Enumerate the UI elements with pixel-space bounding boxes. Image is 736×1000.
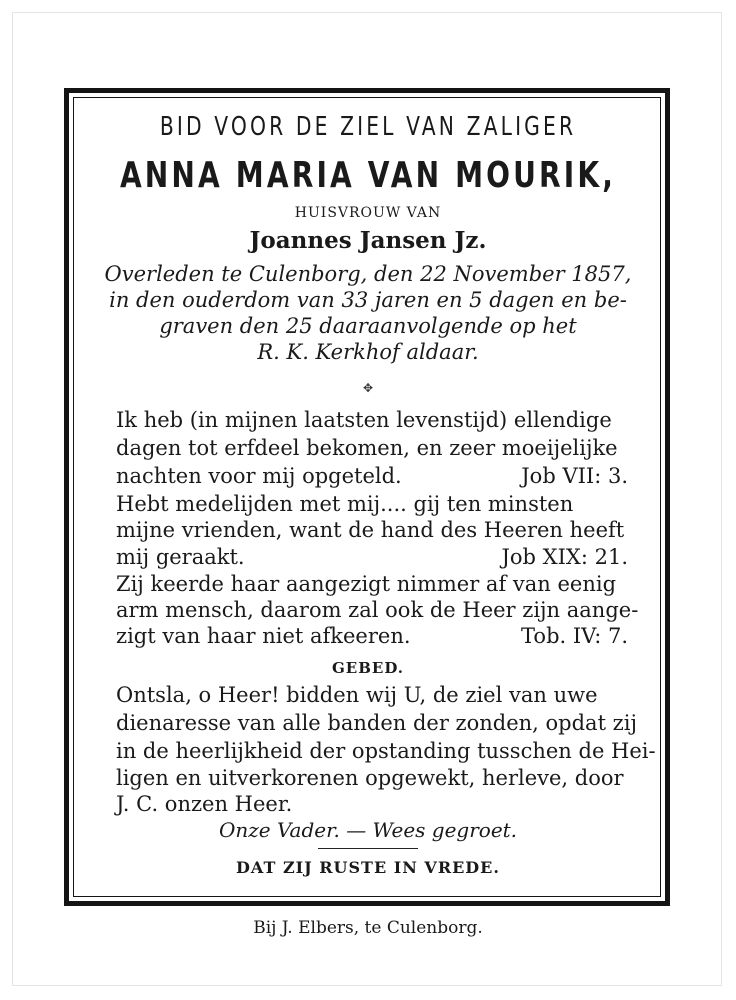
rest-in-peace: DAT ZIJ RUSTE IN VREDE. [236,858,500,877]
prayer-line: J. C. onzen Heer. [116,792,293,816]
verse-text: arm mensch, daarom zal ook de Heer zijn aange- [116,598,639,622]
prayer-heading: GEBED. [331,659,405,677]
death-details-line: graven den 25 daaraanvolgende op het [159,314,577,338]
verse-line [116,492,628,516]
verse-text: Ik heb (in mijnen laatsten levenstijd) ellendige [116,408,612,432]
prayer-line: ligen en uitverkorenen opgewekt, herleve, door [116,766,624,790]
verse-text: mij geraakt. [116,545,245,569]
header-prayer-line: BID VOOR DE ZIEL VAN ZALIGER [159,112,577,142]
verse-line [116,545,628,569]
deceased-name: ANNA MARIA VAN MOURIK, [119,155,617,196]
verse-text: Hebt medelijden met mij.... gij ten minsten [116,492,574,516]
prayer-line: in de heerlijkheid der opstanding tusschen de Hei- [116,739,656,763]
verse-line [116,464,628,488]
printer-imprint: Bij J. Elbers, te Culenborg. [253,918,483,938]
ornament-divider: ✥ [362,381,374,395]
verse-line [116,624,628,648]
prayer-line: Ontsla, o Heer! bidden wij U, de ziel van uwe [116,683,598,707]
verse-text: dagen tot erfdeel bekomen, en zeer moeijelijke [116,436,618,460]
verse-reference: Tob. IV: 7. [521,624,628,648]
verse-line [116,408,628,432]
relation-subtitle: HUISVROUW VAN [294,205,442,221]
verse-reference: Job XIX: 21. [501,545,628,569]
death-details-line: in den ouderdom van 33 jaren en 5 dagen en be- [109,288,627,312]
verse-line [116,518,628,542]
verse-line [116,572,628,596]
prayer-line: dienaresse van alle banden der zonden, opdat zij [116,711,637,735]
verse-reference: Job VII: 3. [521,464,628,488]
closing-prayers: Onze Vader. — Wees gegroet. [218,818,518,842]
verse-line [116,598,639,622]
death-details-line: R. K. Kerkhof aldaar. [257,340,479,364]
spouse-name: Joannes Jansen Jz. [249,227,487,254]
verse-text: mijne vrienden, want de hand des Heeren heeft [116,518,625,542]
verse-text: zigt van haar niet afkeeren. [116,624,411,648]
verse-line [116,436,628,460]
verse-text: Zij keerde haar aangezigt nimmer af van eenig [116,572,617,596]
verse-text: nachten voor mij opgeteld. [116,464,402,488]
death-details-line: Overleden te Culenborg, den 22 November 1857, [104,262,632,286]
divider-rule [318,848,418,849]
